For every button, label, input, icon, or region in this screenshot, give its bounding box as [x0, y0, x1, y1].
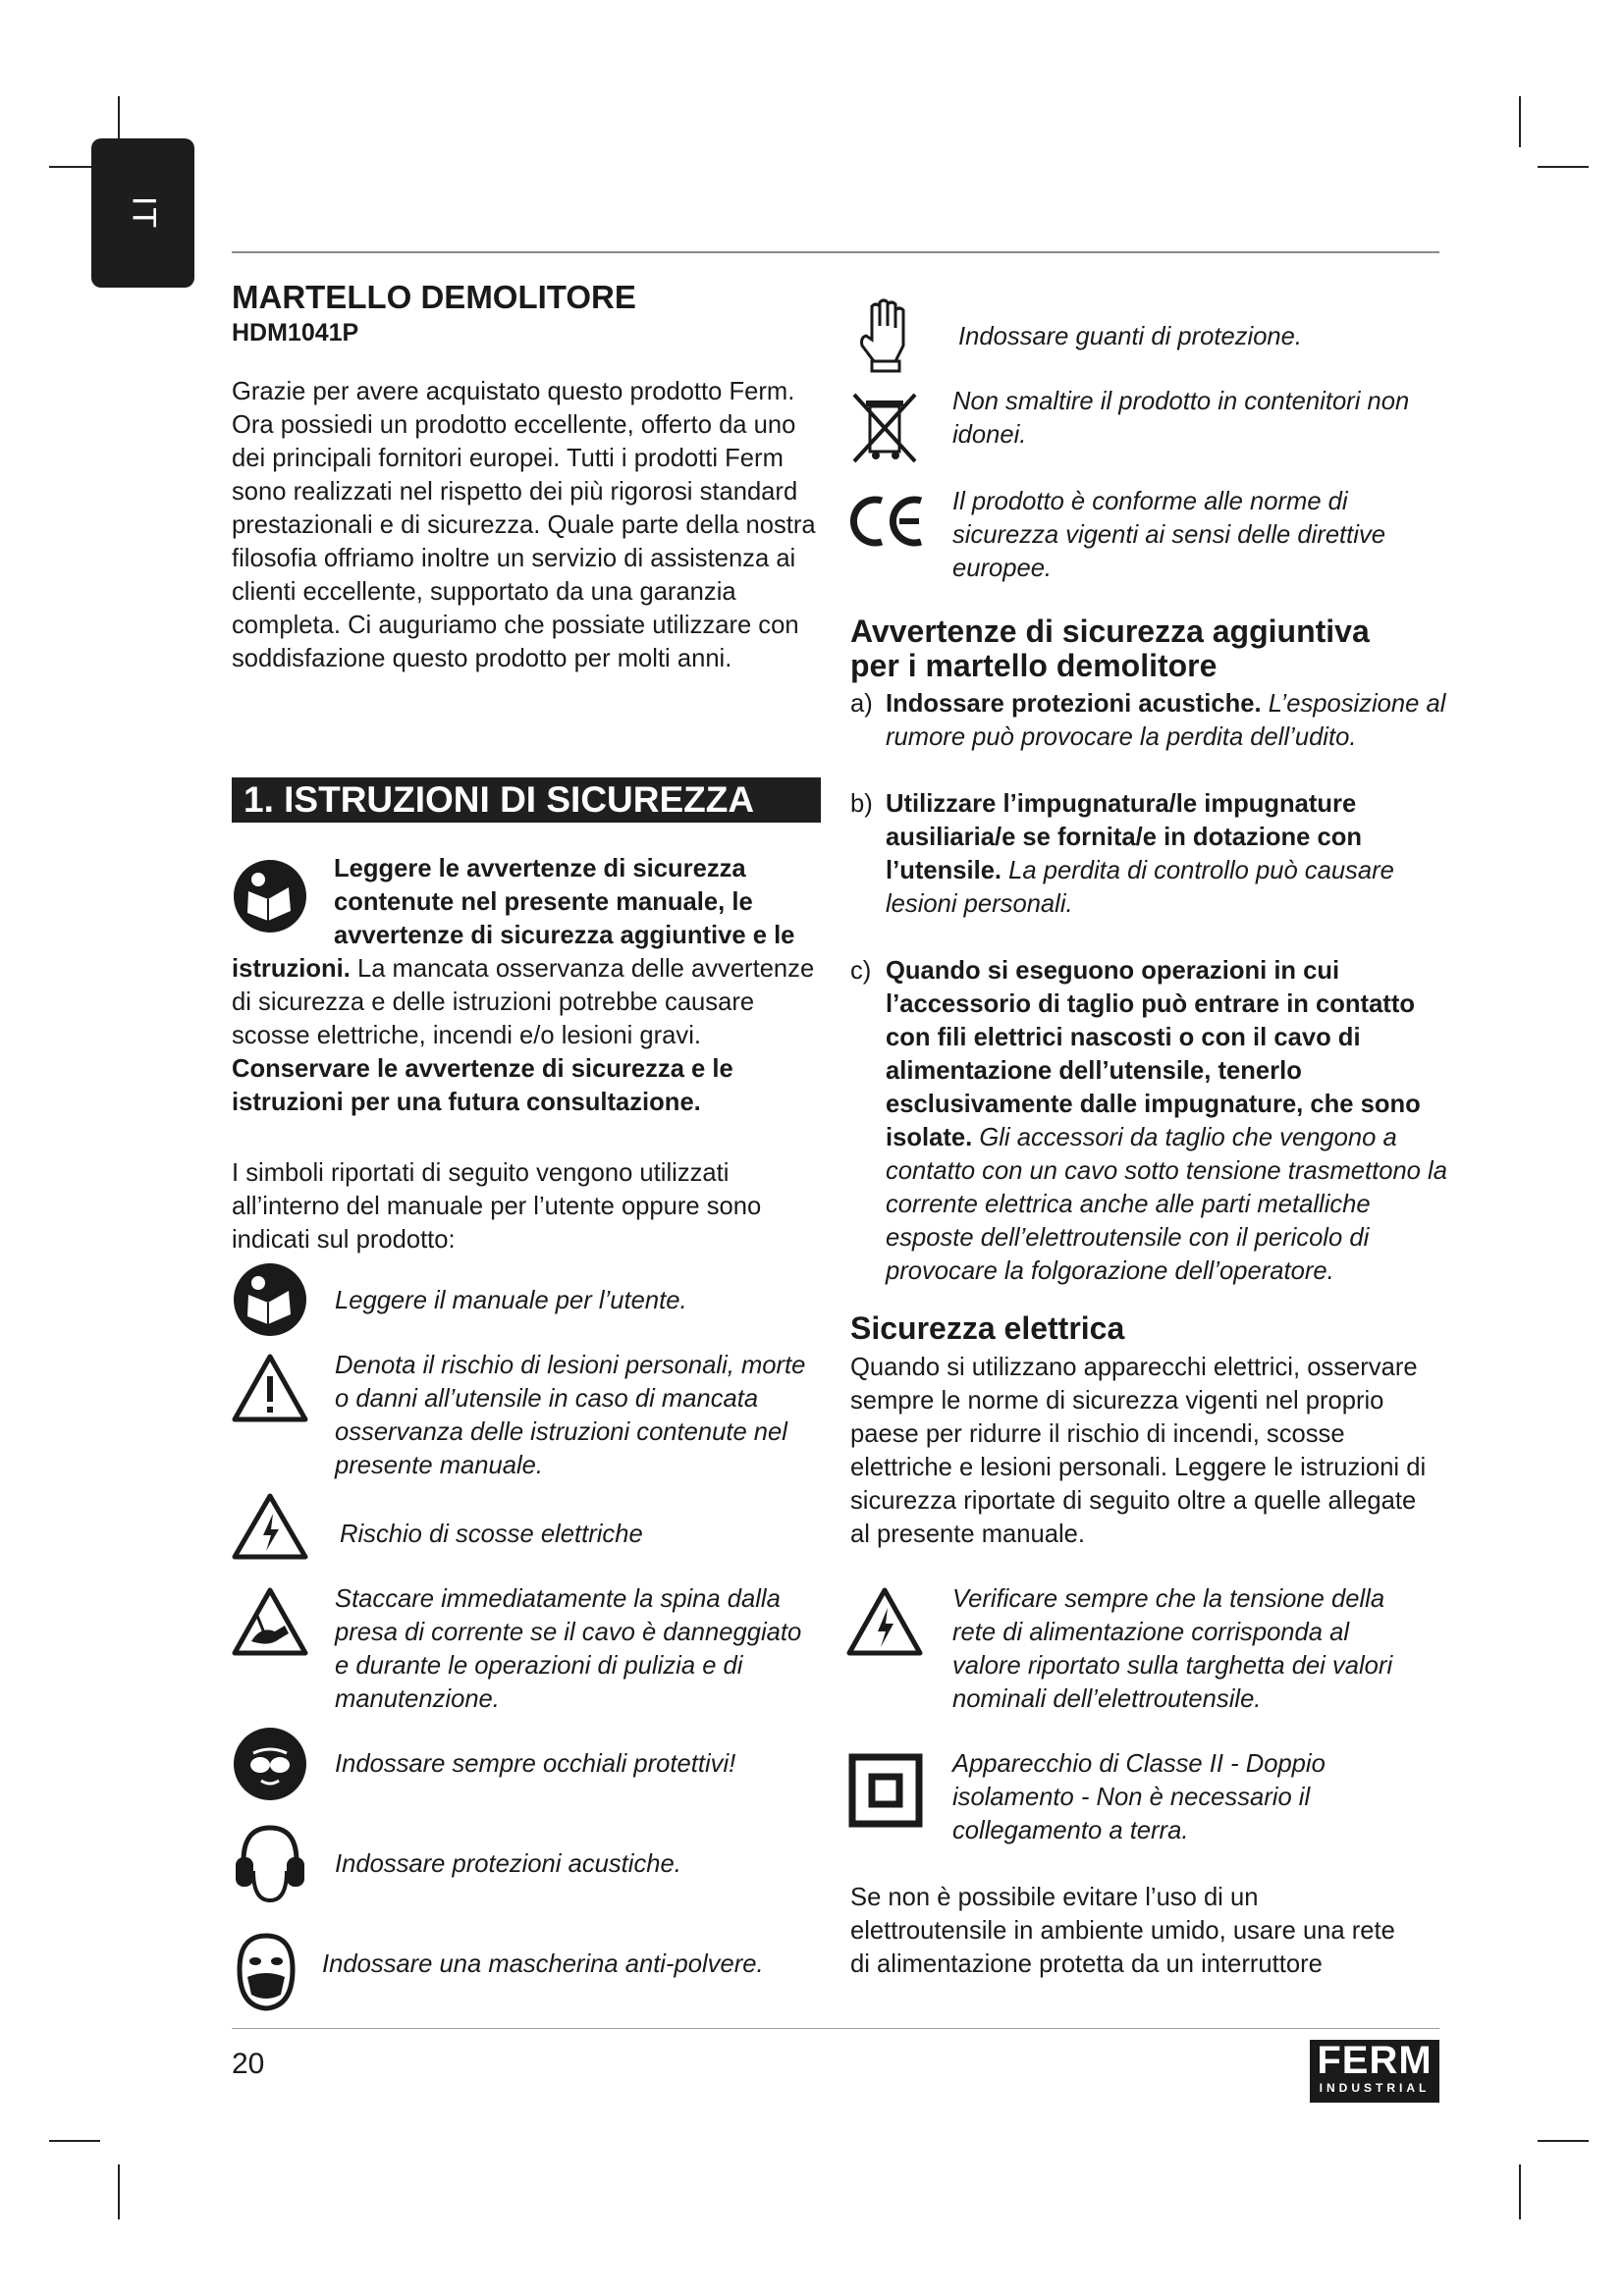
- crop-mark: [1538, 166, 1589, 168]
- header-rule: [232, 251, 1439, 253]
- brand-main: FERM: [1317, 2039, 1433, 2082]
- document-title: MARTELLO DEMOLITORE: [232, 279, 636, 315]
- list-item-italic: L’esposizione al rumore può provocare la perdita dell’udito.: [886, 690, 1446, 751]
- crop-mark: [1538, 2140, 1589, 2142]
- class-ii-icon: [848, 1753, 923, 1828]
- symbol-text-class-ii: Apparecchio di Classe II - Doppio isolamento - Non è necessario il collegamento a terra.: [952, 1750, 1326, 1844]
- list-item-label: c): [850, 957, 872, 985]
- electric-safety-heading: Sicurezza elettrica: [850, 1310, 1125, 1346]
- list-item-bold: Indossare protezioni acustiche.: [886, 690, 1262, 718]
- symbol-text-goggles: Indossare sempre occhiali protettivi!: [335, 1750, 736, 1778]
- language-tab: [91, 138, 194, 288]
- list-item-label: a): [850, 690, 873, 718]
- voltage-warning-icon: [846, 1586, 923, 1657]
- crop-mark: [1519, 96, 1521, 147]
- footer-rule: [232, 2028, 1439, 2029]
- page-number: 20: [232, 2048, 265, 2080]
- left-column: [232, 279, 821, 675]
- crop-mark: [1519, 2164, 1521, 2219]
- ce-mark-icon: [848, 493, 927, 550]
- read-warnings-block: [232, 852, 821, 1119]
- goggles-icon: [232, 1726, 308, 1802]
- symbol-text-manual: Leggere il manuale per l’utente.: [335, 1287, 687, 1314]
- crop-mark: [49, 2140, 100, 2142]
- symbol-text-weee: Non smaltire il prodotto in contenitori non idonei.: [952, 388, 1410, 449]
- list-item-label: b): [850, 790, 873, 818]
- electric-shock-icon: [232, 1492, 308, 1561]
- final-paragraph: Se non è possibile evitare l’uso di un elettroutensile in ambiente umido, usare una rete di alimentazione protetta da un interruttore: [850, 1884, 1395, 1978]
- manual-icon: [232, 1261, 308, 1338]
- unplug-icon: [232, 1586, 308, 1657]
- ferm-logo: [1310, 2040, 1439, 2103]
- weee-bin-icon: [850, 391, 919, 465]
- list-item: [850, 954, 1459, 1288]
- intro-paragraph: Grazie per avere acquistato questo prodotto Ferm. Ora possiedi un prodotto eccellente, offerto da uno dei principali fornitori europei. Tutti i prodotti Ferm sono realizzati nel rispetto dei più rigorosi standard prestazionali e di sicurezza. Quale parte della nostra filosofia offriamo inoltre un servizio di assistenza ai clienti eccellente, supportato da una garanzia completa. Ci auguriamo che possiate utilizzare con soddisfazione questo prodotto per molti anni.: [232, 378, 816, 672]
- symbol-text-warning: Denota il rischio di lesioni personali, morte o danni all’utensile in caso di mancata osservanza delle istruzioni contenute nel presente manuale.: [335, 1352, 806, 1479]
- list-item-italic: La perdita di controllo può causare lesioni personali.: [886, 857, 1394, 918]
- list-item-italic: Gli accessori da taglio che vengono a contatto con un cavo sotto tensione trasmettono la corrente elettrica anche alle parti metalliche esposte dell’elettroutensile con il pericolo di provocare la folgorazione dell’operatore.: [886, 1124, 1447, 1285]
- symbol-text-electric-shock: Rischio di scosse elettriche: [340, 1521, 643, 1548]
- warning-icon: [232, 1353, 308, 1423]
- crop-mark: [118, 2164, 120, 2219]
- language-tab-label: IT: [125, 195, 162, 231]
- ear-protection-icon: [232, 1822, 308, 1904]
- symbol-text-dust-mask: Indossare una mascherina anti-polvere.: [322, 1950, 764, 1978]
- symbol-text-ear-protection: Indossare protezioni acustiche.: [335, 1850, 681, 1878]
- extra-safety-heading: Avvertenze di sicurezza aggiuntiva per i martello demolitore: [850, 614, 1370, 683]
- read-warnings-bold: Leggere le avvertenze di sicurezza contenute nel presente manuale, le avvertenze di sicurezza aggiuntive e le istruzioni.: [232, 855, 795, 983]
- extra-safety-list: [850, 687, 1459, 1288]
- symbol-text-gloves: Indossare guanti di protezione.: [958, 323, 1303, 350]
- symbols-intro: I simboli riportati di seguito vengono utilizzati all’interno del manuale per l’utente oppure sono indicati sul prodotto:: [232, 1159, 762, 1254]
- read-warnings-bold-2: Conservare le avvertenze di sicurezza e le istruzioni per una futura consultazione.: [232, 1055, 733, 1116]
- list-item: [850, 787, 1459, 921]
- list-item-bold: Quando si eseguono operazioni in cui l’accessorio di taglio può entrare in contatto con fili elettrici nascosti o con il cavo di alimentazione dell’utensile, tenerlo esclusivamente dalle impugnature, che sono isolate.: [886, 957, 1421, 1151]
- electric-safety-body: Quando si utilizzano apparecchi elettrici, osservare sempre le norme di sicurezza vigenti nel proprio paese per ridurre il rischio di incendi, scosse elettriche e lesioni personali. Leggere le istruzioni di sicurezza riportate di seguito oltre a quelle allegate al presente manuale.: [850, 1354, 1427, 1548]
- symbol-text-ce: Il prodotto è conforme alle norme di sicurezza vigenti ai sensi delle direttive europee.: [952, 488, 1385, 582]
- symbol-text-voltage: Verificare sempre che la tensione della rete di alimentazione corrisponda al valore riportato sulla targhetta dei valori nominali dell’elettroutensile.: [952, 1585, 1393, 1713]
- list-item-bold: Utilizzare l’impugnatura/le impugnature ausiliaria/e se fornita/e in dotazione con l’utensile.: [886, 790, 1362, 884]
- symbol-text-unplug: Staccare immediatamente la spina dalla presa di corrente se il cavo è danneggiato e durante le operazioni di pulizia e di manutenzione.: [335, 1585, 802, 1713]
- dust-mask-icon: [232, 1930, 300, 2012]
- section-heading-safety: 1. ISTRUZIONI DI SICUREZZA: [232, 777, 821, 823]
- gloves-icon: [856, 296, 917, 373]
- list-item: [850, 687, 1459, 754]
- brand-sub: INDUSTRIAL: [1319, 2081, 1431, 2095]
- model-number: HDM1041P: [232, 319, 359, 347]
- read-warnings-text: La mancata osservanza delle avvertenze di sicurezza e delle istruzioni potrebbe causare scosse elettriche, incendi e/o lesioni gravi.: [232, 955, 815, 1049]
